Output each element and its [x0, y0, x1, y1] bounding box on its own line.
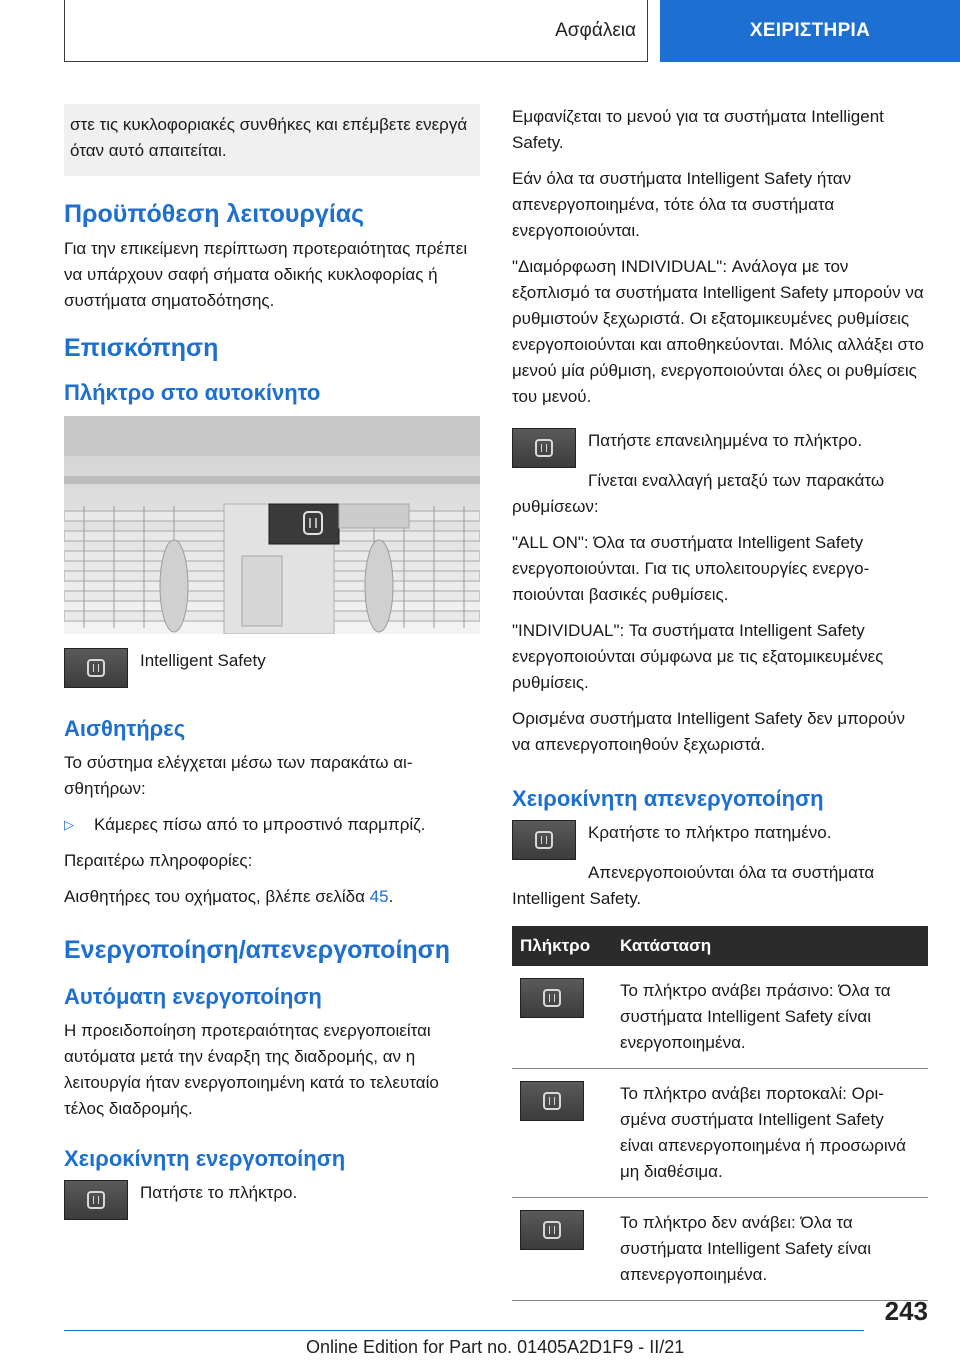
button-orange-state-icon	[520, 1081, 584, 1121]
manual-activation-heading: Χειροκίνητη ενεργοποίηση	[64, 1146, 346, 1171]
repeat-press-row	[512, 428, 928, 468]
some-not-text: Ορισμένα συστήματα Intelligent Safety δεν μπορούν να απενεργοποιηθούν ξεχωριστά.	[512, 709, 906, 754]
note-text: στε τις κυκλοφοριακές συνθήκες και επέμβετε ενεργά όταν αυτό απαιτείται.	[70, 115, 468, 160]
manual-activation-row	[64, 1180, 480, 1220]
sensors-heading: Αισθητήρες	[64, 716, 186, 741]
button-heading: Πλήκτρο στο αυτοκίνητο	[64, 380, 321, 405]
left-column	[64, 104, 480, 1228]
prereq-text: Για την επικείμενη περίπτωση προτεραιότητας πρέπει να υπάρχουν σαφή σήματα οδικής κυκλοφορίας ή συστήματα σηματοδότησης.	[64, 239, 468, 310]
individual-text: "INDIVIDUAL": Τα συστήματα Intelligent Safety ενεργοποιούνται σύμφωνα με τις εξατομικευμένες ρυθμίσεις.	[512, 621, 884, 692]
edition-text: Online Edition for Part no. 01405A2D1F9 - II/21	[306, 1337, 685, 1357]
sensors-reference-text: Αισθητήρες του οχήματος, βλέπε σελίδα	[64, 887, 365, 906]
sensors-bullet-row	[64, 812, 480, 838]
table-key-cell	[512, 1069, 612, 1198]
auto-activation-text: Η προειδοποίηση προτεραιότητας ενεργοποιείται αυτόματα μετά την έναρξη της διαδρομής, αν η λειτουργία ήταν ενεργοποιημένη κατά το τελευταίο τέλος διαδρομής.	[64, 1021, 439, 1118]
sensors-reference	[64, 884, 480, 910]
table-key-cell	[512, 966, 612, 1069]
hold-press-row	[512, 820, 928, 860]
dashboard-button-photo	[64, 416, 480, 634]
page-number: 243	[884, 1296, 928, 1326]
triangle-bullet-icon: ▷	[64, 817, 74, 832]
all-deactivated-text: Εάν όλα τα συστήματα Intelligent Safety ήταν απενεργοποιημένα, τότε όλα τα συστήματα ενεργοποιούνται.	[512, 169, 852, 240]
manual-deactivation-heading: Χειροκίνητη απενεργοποίηση	[512, 786, 824, 811]
all-on-text: "ALL ON": Όλα τα συστήματα Intelligent Safety ενεργοποιούνται. Για τις υπολειτουργίες ενεργοποιούνται βασικές ρυθμίσεις.	[512, 533, 870, 604]
intelligent-safety-button-icon[interactable]	[64, 1180, 128, 1220]
table-row	[512, 966, 928, 1069]
button-status-table	[512, 926, 928, 1301]
section-title: Ασφάλεια	[555, 20, 636, 41]
button-off-state-icon	[520, 1210, 584, 1250]
dashboard-illustration	[64, 416, 480, 634]
table-state-cell: Το πλήκτρο ανάβει πορτοκαλί: Ορισμένα συστήματα Intelligent Safety είναι απενεργοποιημένα ή προσωρινά μη διαθέσιμα.	[612, 1069, 928, 1198]
table-row	[512, 1198, 928, 1301]
table-state-cell: Το πλήκτρο δεν ανάβει: Όλα τα συστήματα Intelligent Safety είναι απενεργοποιημένα.	[612, 1198, 928, 1301]
button-green-state-icon	[520, 978, 584, 1018]
more-info-label: Περαιτέρω πληροφορίες:	[64, 851, 253, 870]
individual-config-text: "Διαμόρφωση INDIVIDUAL": Ανάλογα με τον εξοπλισμό τα συστήματα Intelligent Safety μπορούν να ρυθμιστούν ξεχωριστά. Οι εξατομικευμένες ρυθμίσεις ενεργοποιούνται και αποθηκεύονται. Μόλις αλλάξει στο μενού μία ρύθμιση, ενεργοποιούνται όλες οι ρυθμίσεις του μενού.	[512, 257, 924, 406]
key-caption: Intelligent Safety	[140, 651, 266, 670]
table-row	[512, 1069, 928, 1198]
column-header-key: Πλήκτρο	[512, 926, 612, 966]
deactivated-text: Απενεργοποιούνται όλα τα συστήματα Intelligent Safety.	[512, 863, 875, 908]
table-state-cell: Το πλήκτρο ανάβει πράσινο: Όλα τα συστήματα Intelligent Safety είναι ενεργοποιημένα.	[612, 966, 928, 1069]
toggle-text: Γίνεται εναλλαγή μεταξύ των παρακάτω ρυθμίσεων:	[512, 471, 885, 516]
sensors-reference-end: .	[388, 887, 394, 906]
menu-text: Εμφανίζεται το μενού για τα συστήματα Intelligent Safety.	[512, 107, 884, 152]
intelligent-safety-button-icon[interactable]	[512, 428, 576, 468]
intelligent-safety-button-icon[interactable]	[512, 820, 576, 860]
intelligent-safety-button-icon[interactable]	[64, 648, 128, 688]
column-header-state: Κατάσταση	[612, 926, 928, 966]
prereq-heading: Προϋπόθεση λειτουργίας	[64, 200, 365, 228]
page-link[interactable]: 45	[369, 887, 389, 906]
footer-divider	[64, 1330, 864, 1331]
chapter-tab[interactable]: ΧΕΙΡΙΣΤΗΡΙΑ	[660, 0, 960, 62]
overview-heading: Επισκόπηση	[64, 334, 219, 362]
note-box	[64, 104, 480, 176]
repeat-press-text: Πατήστε επανειλημμένα το πλήκτρο.	[588, 431, 863, 450]
auto-activation-heading: Αυτόματη ενεργοποίηση	[64, 984, 322, 1009]
table-key-cell	[512, 1198, 612, 1301]
right-column	[512, 104, 928, 1301]
hold-press-text: Κρατήστε το πλήκτρο πατημένο.	[588, 823, 832, 842]
key-caption-row	[64, 648, 480, 688]
activation-heading: Ενεργοποίηση/απενεργοποίηση	[64, 936, 451, 964]
table-header-row	[512, 926, 928, 966]
sensors-text: Το σύστημα ελέγχεται μέσω των παρακάτω αισθητήρων:	[64, 753, 413, 798]
sensors-bullet: Κάμερες πίσω από το μπροστινό παρμπρίζ.	[94, 815, 426, 834]
manual-activation-text: Πατήστε το πλήκτρο.	[140, 1183, 298, 1202]
